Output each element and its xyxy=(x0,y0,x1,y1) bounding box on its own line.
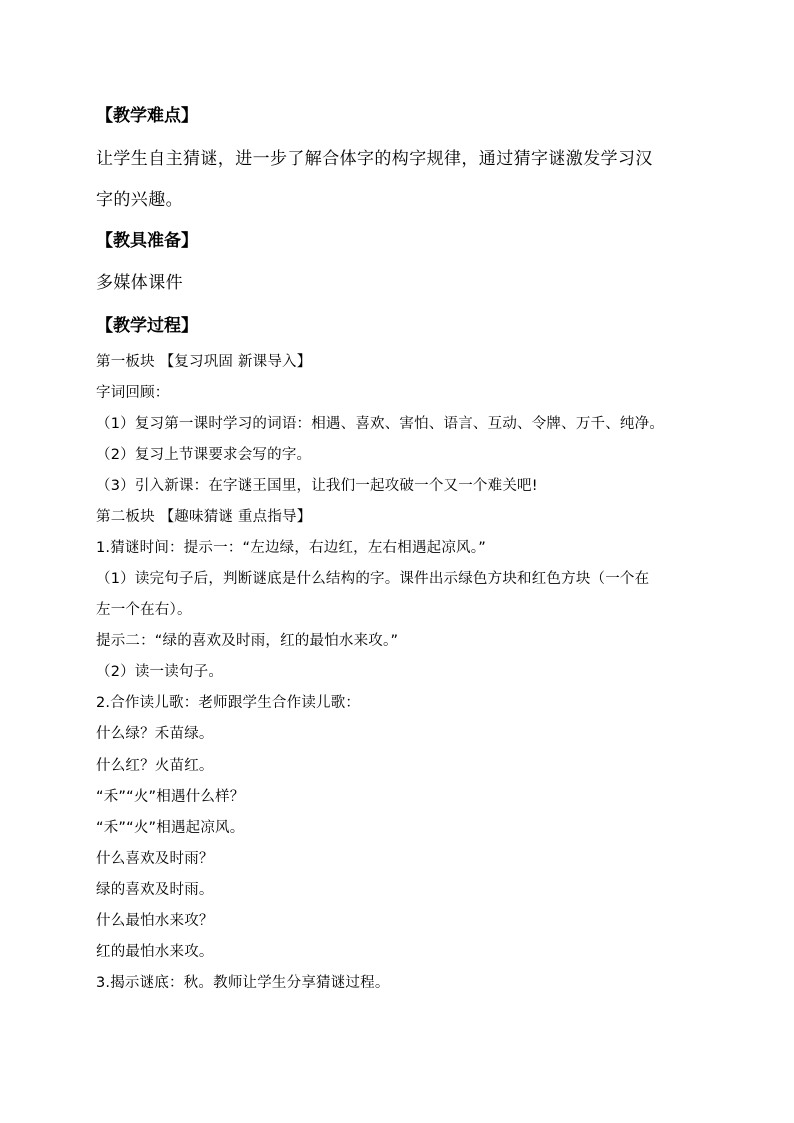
review-item-2: （2）复习上节课要求会写的字。 xyxy=(96,447,312,463)
guess-item-1-line-2: 左一个在右）。 xyxy=(96,602,192,618)
difficulty-text-line-1: 让学生自主猜谜，进一步了解合体字的构字规律，通过猜字谜激发学习汉 xyxy=(96,149,653,169)
review-label: 字词回顾： xyxy=(96,385,170,401)
rhyme-line-1: 什么绿？禾苗绿。 xyxy=(96,726,214,742)
guess-item-1-line-1: （1）读完句子后，判断谜底是什么结构的字。课件出示绿色方块和红色方块（一个在 xyxy=(96,571,650,587)
rhyme-line-7: 什么最怕水来攻？ xyxy=(96,913,214,929)
reveal-answer-line: 3.揭示谜底：秋。教师让学生分享猜谜过程。 xyxy=(96,975,390,991)
review-item-1: （1）复习第一课时学习的词语：相遇、喜欢、害怕、语言、互动、令牌、万千、纯净。 xyxy=(96,416,665,432)
guess-item-2: （2）读一读句子。 xyxy=(96,664,224,680)
section-1-title: 第一板块 【复习巩固 新课导入】 xyxy=(96,354,312,370)
heading-teaching-tools: 【教具准备】 xyxy=(96,231,198,251)
rhyme-line-4: “禾”“火”相遇起凉风。 xyxy=(96,820,245,836)
guess-time-line: 1.猜谜时间：提示一：“左边绿，右边红，左右相遇起凉风。” xyxy=(96,540,486,556)
tools-text: 多媒体课件 xyxy=(96,273,183,293)
rhyme-line-8: 红的最怕水来攻。 xyxy=(96,944,214,960)
rhyme-line-6: 绿的喜欢及时雨。 xyxy=(96,882,214,898)
rhyme-line-2: 什么红？火苗红。 xyxy=(96,758,214,774)
heading-teaching-difficulty: 【教学难点】 xyxy=(96,106,198,126)
rhyme-intro: 2.合作读儿歌：老师跟学生合作读儿歌： xyxy=(96,695,361,711)
rhyme-line-5: 什么喜欢及时雨？ xyxy=(96,851,214,867)
heading-teaching-process: 【教学过程】 xyxy=(96,316,198,336)
difficulty-text-line-2: 字的兴趣。 xyxy=(96,190,183,210)
review-item-3: （3）引入新课：在字谜王国里，让我们一起攻破一个又一个难关吧! xyxy=(96,478,538,494)
section-2-title: 第二板块 【趣味猜谜 重点指导】 xyxy=(96,509,312,525)
rhyme-line-3: “禾”“火”相遇什么样？ xyxy=(96,789,245,805)
hint-two: 提示二：“绿的喜欢及时雨，红的最怕水来攻。” xyxy=(96,633,399,649)
